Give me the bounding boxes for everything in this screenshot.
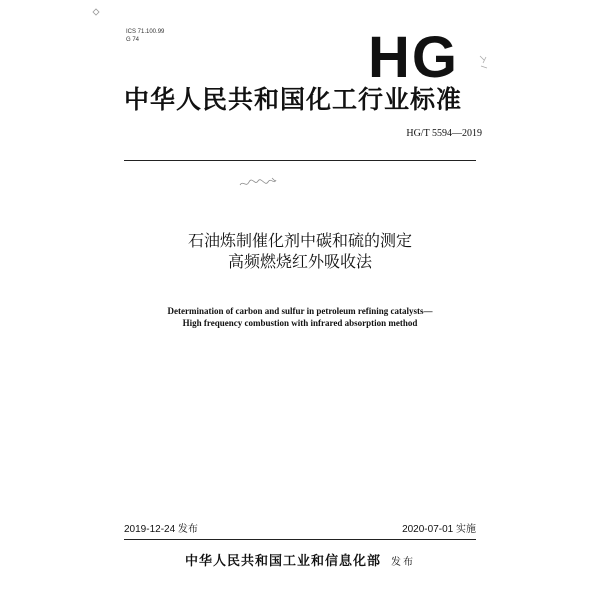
issuing-authority	[0, 554, 600, 571]
classification-codes	[126, 28, 164, 44]
standard-category-title: 中华人民共和国化工行业标准	[124, 85, 463, 114]
issuer-name: 中华人民共和国工业和信息化部	[184, 554, 381, 569]
document-title-line1: 石油炼制催化剂中碳和硫的测定	[187, 231, 412, 250]
header-divider	[124, 160, 476, 161]
english-title-line1: Determination of carbon and sulfur in petroleum refining catalysts—	[167, 306, 433, 316]
corner-stamp-mark	[92, 8, 100, 16]
english-title	[0, 305, 600, 329]
english-title-line2: High frequency combustion with infrared absorption method	[182, 318, 418, 328]
footer-divider	[124, 539, 476, 540]
margin-pencil-mark	[478, 54, 490, 70]
standard-number: HG/T 5594—2019	[406, 128, 482, 139]
issuer-suffix: 发布	[391, 557, 415, 568]
issue-date: 2019-12-24 发布	[124, 524, 198, 535]
implementation-date: 2020-07-01 实施	[402, 524, 476, 535]
hg-logo: HG	[368, 25, 459, 90]
ics-code: ICS 71.100.99	[126, 29, 165, 35]
document-title	[0, 230, 600, 272]
document-title-line2: 高频燃烧红外吸收法	[227, 252, 372, 271]
ccs-code: G 74	[126, 37, 140, 43]
handwritten-scribble	[238, 176, 278, 190]
